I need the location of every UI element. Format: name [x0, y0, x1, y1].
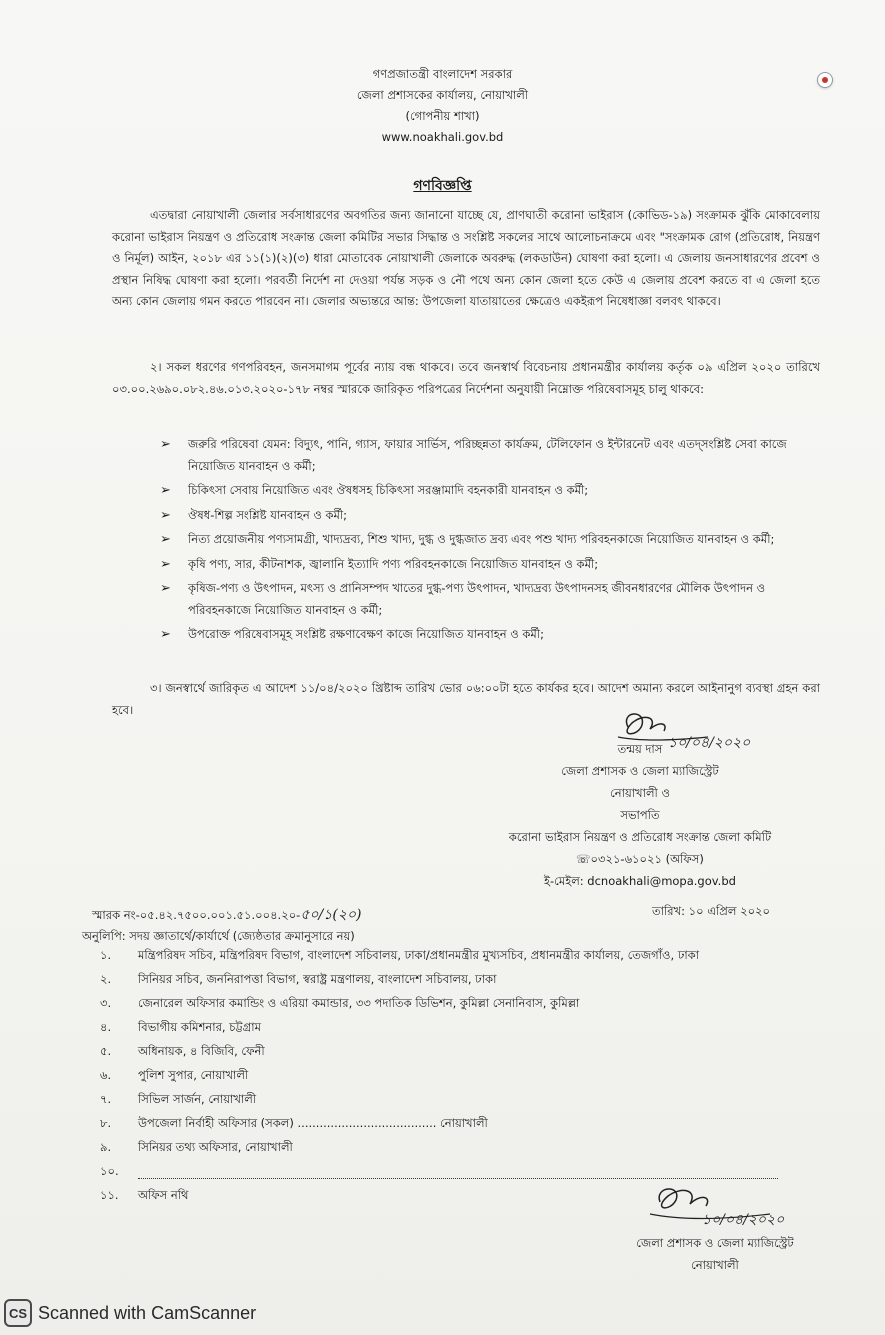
committee-name: করোনা ভাইরাস নিয়ন্ত্রণ ও প্রতিরোধ সংক্রান্ত জেলা কমিটি — [508, 830, 772, 844]
signature-2-date: ১০/০৪/২০২০ — [702, 1212, 785, 1228]
service-item: ➢ কৃষি পণ্য, সার, কীটনাশক, জ্বালানি ইত্যাদি পণ্য পরিবহনকাজে নিয়োজিত যানবাহন ও কর্মী; — [160, 554, 820, 576]
copy-to-title: অনুলিপি: সদয় জ্ঞাতার্থে/কার্যার্থে (জ্যেষ্ঠতার ক্রমানুসারে নয়) — [82, 929, 355, 943]
camscanner-logo-icon: CS — [4, 1299, 32, 1327]
service-item: ➢ কৃষিজ-পণ্য ও উৎপাদন, মৎস্য ও প্রানিসম্পদ খাতের দুগ্ধ-পণ্য উৎপাদন, খাদ্যদ্রব্য উৎপাদনসহ জীবনধারণের মৌলিক উৎপাদন ও পরিবহনকাজে নিয়োজিত যানবাহন ও কর্মী; — [160, 578, 820, 621]
paragraph-effective: ৩। জনস্বার্থে জারিকৃত এ আদেশ ১১/০৪/২০২০ খ্রিষ্টাব্দ তারিখ ভোর ০৬:০০টা হতে কার্যকর হবে। আদেশ অমান্য করলে আইনানুগ ব্যবস্থা গ্রহন করা হবে। — [112, 681, 820, 717]
office-phone: ☏০৩২১-৬১০২১ (অফিস) — [576, 852, 704, 866]
header-office: জেলা প্রশাসকের কার্যালয়, নোয়াখালী — [356, 88, 529, 102]
copy-to-item-blank: ১০. — [100, 1159, 820, 1183]
scanner-watermark-text: Scanned with CamScanner — [38, 1302, 257, 1323]
signatory-role: সভাপতি — [620, 808, 660, 822]
memo-handwritten-suffix: ৫০/১(২০) — [300, 907, 362, 923]
arrow-bullet-icon: ➢ — [160, 483, 171, 498]
signatory-designation-2: জেলা প্রশাসক ও জেলা ম্যাজিস্ট্রেট — [636, 1236, 794, 1250]
arrow-bullet-icon: ➢ — [160, 581, 171, 596]
arrow-bullet-icon: ➢ — [160, 532, 171, 547]
header-government: গণপ্রজাতন্ত্রী বাংলাদেশ সরকার — [372, 67, 513, 81]
signatory-name: তন্ময় দাস — [617, 742, 663, 756]
service-item: ➢ নিত্য প্রয়োজনীয় পণ্যসামগ্রী, খাদ্যদ্রব্য, শিশু খাদ্য, দুগ্ধ ও দুগ্ধজাত দ্রব্য এবং পশু খাদ্য পরিবহনকাজে নিয়োজিত যানবাহন ও কর্মী; — [160, 529, 820, 551]
signatory-designation: জেলা প্রশাসক ও জেলা ম্যাজিস্ট্রেট — [561, 764, 719, 778]
signature-1-date: ১০/০৪/২০২০ — [668, 735, 751, 751]
arrow-bullet-icon: ➢ — [160, 556, 171, 572]
copy-to-item: ১. মন্ত্রিপরিষদ সচিব, মন্ত্রিপরিষদ বিভাগ, বাংলাদেশ সচিবালয়, ঢাকা/প্রধানমন্ত্রীর মুখ্যসচিব, প্রধানমন্ত্রীর কার্যালয়, তেজগাঁও, ঢাকা — [100, 948, 700, 962]
copy-to-item: ৬. পুলিশ সুপার, নোয়াখালী — [100, 1068, 249, 1082]
memo-date: তারিখ: ১০ এপ্রিল ২০২০ — [652, 904, 771, 918]
copy-to-item: ৯. সিনিয়র তথ্য অফিসার, নোয়াখালী — [100, 1140, 293, 1154]
paragraph-transport: ২। সকল ধরণের গণপরিবহন, জনসমাগম পূর্বের ন্যায় বন্ধ থাকবে। তবে জনস্বার্থ বিবেচনায় প্রধানমন্ত্রীর কার্যালয় কর্তৃক ০৯ এপ্রিল ২০২০ তারিখে ০৩.০০.২৬৯০.০৮২.৪৬.০১৩.২০২০-১৭৮ নম্বর স্মারকে জারিকৃত পরিপত্রের নির্দেশনা অনুযায়ী নিম্নোক্ত পরিষেবাসমূহ চালু থাকবে: — [112, 360, 820, 396]
copy-to-item: ৭. সিভিল সার্জন, নোয়াখালী — [100, 1092, 257, 1106]
scanner-watermark — [4, 1298, 256, 1328]
signature-2 — [640, 1180, 820, 1238]
signature-block-1 — [480, 744, 800, 892]
copy-to-item: ২. সিনিয়র সচিব, জননিরাপত্তা বিভাগ, স্বরাষ্ট্র মন্ত্রণালয়, বাংলাদেশ সচিবালয়, ঢাকা — [100, 972, 497, 986]
services-list — [160, 434, 820, 649]
service-item: ➢ উপরোক্ত পরিষেবাসমূহ সংশ্লিষ্ট রক্ষণাবেক্ষণ কাজে নিয়োজিত যানবাহন ও কর্মী; — [160, 624, 820, 646]
signature-block-2 — [600, 1232, 830, 1276]
signatory-district-2: নোয়াখালী — [691, 1258, 739, 1272]
service-item: ➢ ঔষধ-শিল্প সংশ্লিষ্ট যানবাহন ও কর্মী; — [160, 505, 820, 527]
paragraph-lockdown: এতদ্বারা নোয়াখালী জেলার সর্বসাধারণের অবগতির জন্য জানানো যাচ্ছে যে, প্রাণঘাতী করোনা ভাইরাস (কোভিড-১৯) সংক্রামক ঝুঁকি মোকাবেলায় করোনা ভাইরাস নিয়ন্ত্রণ ও প্রতিরোধ সংক্রান্ত জেলা কমিটির সভার সিদ্ধান্ত ও সংশ্লিষ্ট সকলের সাথে আলোচনাক্রমে এবং "সংক্রামক রোগ (প্রতিরোধ, নিয়ন্ত্রণ ও নির্মূল) আইন, ২০১৮ এর ১১(১)(২)(৩) ধারা মোতাবেক নোয়াখালী জেলাকে অবরুদ্ধ (লকডাউন) ঘোষণা করা হলো। এ জেলায় জনসাধারণের প্রবেশ ও প্রস্থান নিষিদ্ধ ঘোষণা করা হলো। পরবর্তী নির্দেশ না দেওয়া পর্যন্ত সড়ক ও নৌ পথে অন্য কোন জেলা হতে কেউ এ জেলায় প্রবেশ করতে বা এ জেলা হতে অন্য কোন জেলায় গমন করতে পারবেন না। জেলার অভ্যন্তরে আন্ত: উপজেলা যাতায়াতের ক্ষেত্রেও একইরূপ নিষেধাজ্ঞা বলবৎ থাকবে। — [112, 208, 820, 308]
signatory-district: নোয়াখালী ও — [610, 786, 670, 800]
copy-to-item: ১১. অফিস নথি — [100, 1188, 189, 1202]
copy-to-item: ৪. বিভাগীয় কমিশনার, চট্টগ্রাম — [100, 1020, 262, 1034]
arrow-bullet-icon: ➢ — [160, 437, 171, 452]
notice-title: গণবিজ্ঞপ্তি — [413, 178, 472, 194]
header-section: (গোপনীয় শাখা) — [405, 109, 480, 123]
copy-to-item: ৩. জেনারেল অফিসার কমান্ডিং ও এরিয়া কমান্ডার, ৩৩ পদাতিক ডিভিশন, কুমিল্লা সেনানিবাস, কুমিল্লা — [100, 996, 580, 1010]
office-email: ই-মেইল: dcnoakhali@mopa.gov.bd — [544, 874, 736, 888]
service-item: ➢ জরুরি পরিষেবা যেমন: বিদ্যুৎ, পানি, গ্যাস, ফায়ার সার্ভিস, পরিচ্ছন্নতা কার্যক্রম, টেলিফোন ও ইন্টারনেট এবং এতদ্সংশ্লিষ্ট সেবা কাজে নিয়োজিত যানবাহন ও কর্মী; — [160, 434, 820, 477]
arrow-bullet-icon: ➢ — [160, 507, 171, 523]
arrow-bullet-icon: ➢ — [160, 627, 171, 642]
letterhead — [0, 64, 885, 148]
memo-number: স্মারক নং-০৫.৪২.৭৫০০.০০১.৫১.০০৪.২০-৫০/১(২০) — [92, 907, 362, 923]
copy-to-item: ৮. উপজেলা নির্বাহী অফিসার (সকল) ...................................... নোয়াখালী — [100, 1116, 488, 1130]
copy-to-list — [100, 943, 820, 1207]
blank-dotted-line — [138, 1164, 778, 1179]
header-website: www.noakhali.gov.bd — [381, 130, 504, 144]
service-item: ➢ চিকিৎসা সেবায় নিয়োজিত এবং ঔষধসহ চিকিৎসা সরঞ্জামাদি বহনকারী যানবাহন ও কর্মী; — [160, 480, 820, 502]
copy-to-item: ৫. অধিনায়ক, ৪ বিজিবি, ফেনী — [100, 1044, 265, 1058]
